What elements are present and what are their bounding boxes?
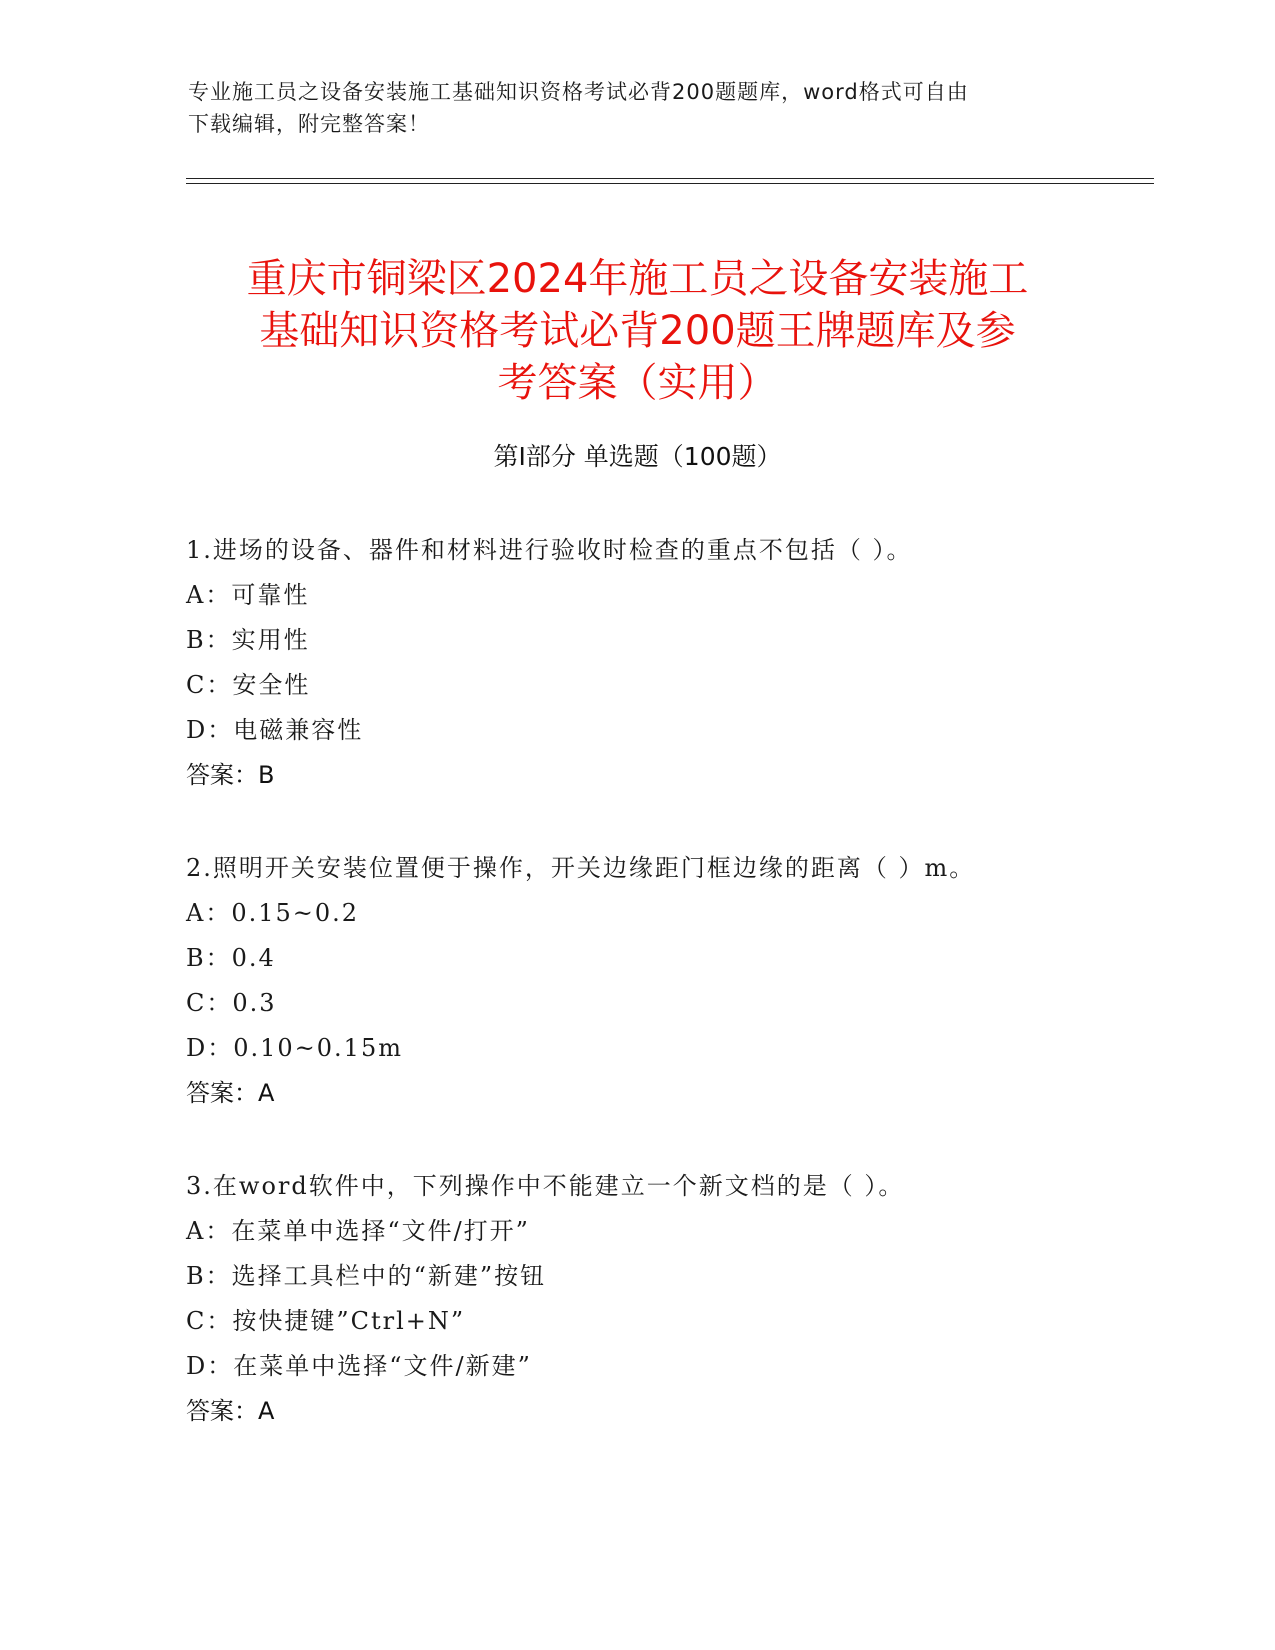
header-note-line-1: 专业施工员之设备安装施工基础知识资格考试必背200题题库，word格式可自由 — [188, 80, 969, 104]
header-note-line-2: 下载编辑，附完整答案！ — [188, 112, 430, 136]
question-stem: 3.在word软件中，下列操作中不能建立一个新文档的是（ ）。 — [186, 1172, 905, 1200]
header-note — [188, 76, 1088, 140]
header-divider-bottom — [186, 183, 1154, 184]
question-stem: 2.照明开关安装位置便于操作，开关边缘距门框边缘的距离（ ）m。 — [186, 854, 976, 882]
option-c: C：安全性 — [186, 671, 311, 699]
document-title-line-2: 基础知识资格考试必背200题王牌题库及参 — [259, 307, 1016, 354]
question-2 — [186, 846, 1136, 1116]
option-a: A：可靠性 — [186, 581, 310, 609]
document-title — [160, 253, 1115, 409]
answer: 答案：A — [186, 1397, 275, 1425]
option-c: C：0.3 — [186, 989, 277, 1017]
option-b: B：选择工具栏中的“新建”按钮 — [186, 1262, 547, 1290]
option-d: D：0.10~0.15m — [186, 1034, 403, 1062]
document-title-line-3: 考答案（实用） — [497, 359, 778, 406]
answer: 答案：A — [186, 1079, 275, 1107]
option-c: C：按快捷键”Ctrl+N” — [186, 1307, 466, 1335]
option-b: B：0.4 — [186, 944, 276, 972]
question-3 — [186, 1164, 1136, 1434]
answer: 答案：B — [186, 761, 275, 789]
header-divider-top — [186, 178, 1154, 179]
option-a: A：0.15~0.2 — [186, 899, 360, 927]
question-stem: 1.进场的设备、器件和材料进行验收时检查的重点不包括（ ）。 — [186, 536, 913, 564]
option-d: D：在菜单中选择“文件/新建” — [186, 1352, 532, 1380]
document-title-line-1: 重庆市铜梁区2024年施工员之设备安装施工 — [246, 255, 1029, 302]
option-d: D：电磁兼容性 — [186, 716, 364, 744]
question-1 — [186, 528, 1136, 798]
section-title: 第Ⅰ部分 单选题（100题） — [493, 442, 782, 471]
option-b: B：实用性 — [186, 626, 310, 654]
option-a: A：在菜单中选择“文件/打开” — [186, 1217, 530, 1245]
